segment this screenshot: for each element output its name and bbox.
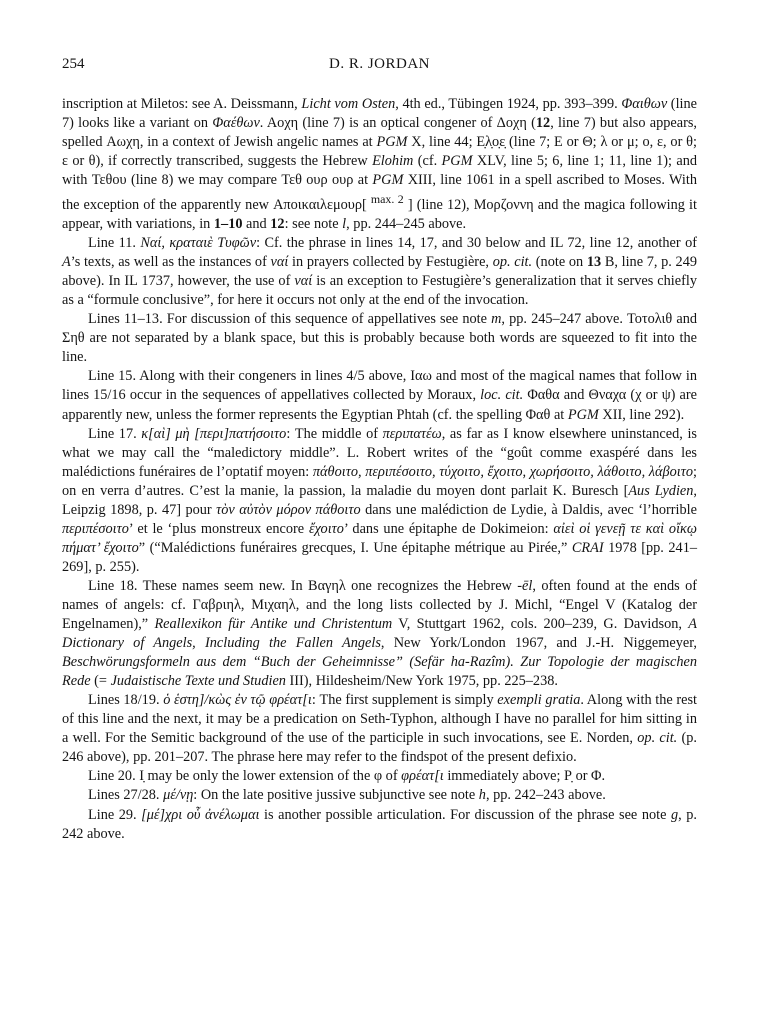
paragraph-continuation: inscription at Miletos: see A. Deissmann, Licht vom Osten, 4th ed., Tübingen 1924, pp. 393–399. Φαιθων (line 7) looks like a variant on Φαέθων. Αοχη (line 7) is an optical congener of Δοχη (12, line 7) but also appears, spelled Αωχη, in a context of Jewish angelic names at PGM X, line 44; Ε̣λ̣ο̣ε̣ (line 7; Ε or Θ; λ or μ; ο, ε, or θ; ε or θ), if correctly transcribed, suggests the Hebrew Elohim (cf. PGM XLV, line 5; 6, line 1; 11, line 1); and with Τεθου (line 8) we may compare Τεθ ουρ ουρ at PGM XIII, line 1061 in a spell ascribed to Moses. With the exception of the apparently new Αποικαιλεμουρ[ $^{max. 2}$ ] (line 12), Μορζοννη and the magica following it appear, with variations, in 1–10 and 12: see note l, pp. 244–245 above.	[62, 96, 698, 233]
body-text	[62, 95, 697, 844]
paragraph-lines-27-28: Lines 27/28. μέ/νῃ: On the late positive jussive subjunctive see note h, pp. 242–243 above.	[88, 787, 606, 804]
paragraph-lines-18-19: Lines 18/19. ὁ ἑστη]/κὼς ἐν τῷ φρέατ[ι: The first supplement is simply exempli gratia. Along with the rest of this line and the next, it may be a predication on Seth-Typhon, although I have no parallel for him sitting in a well. For the Semitic background of the use of the participle in such invocations, see E. Norden, op. cit. (p. 246 above), pp. 201–207. The phrase here may refer to the findspot of the present defixio.	[62, 692, 698, 766]
paragraph-line-11: Line 11. Ναί, κραταιὲ Τυφῶν: Cf. the phrase in lines 14, 17, and 30 below and IL 72, line 12, another of A’s texts, as well as the instances of ναί in prayers collected by Festugière, op. cit. (note on 13 B, line 7, p. 249 above). In IL 1737, however, the use of ναί is an exception to Festugière’s generalization that it serves chiefly as a “formule conclusive”, for here it occurs not only at the end of the invocation.	[62, 235, 698, 309]
page-number: 254	[62, 56, 85, 72]
paragraph-lines-11-13: Lines 11–13. For discussion of this sequence of appellatives see note m, pp. 245–247 above. Τοτολιθ and Σηθ are not separated by a blank space, but this is probably because both words are squeezed to fit into the line.	[62, 311, 697, 366]
paragraph-line-18: Line 18. These names seem new. In Βαγηλ one recognizes the Hebrew -ēl, often found at the ends of names of angels: cf. Γαβριηλ, Μιχαηλ, and the long lists collected by J. Michl, “Engel V (Katalog der Engelnamen),” Reallexikon für Antike und Christentum V, Stuttgart 1962, cols. 200–239, G. Davidson, A Dictionary of Angels, Including the Fallen Angels, New York/London 1967, and J.-H. Niggemeyer, Beschwörungsformeln aus dem “Buch der Geheimnisse” (Sefär ha-Razîm). Zur Topologie der magischen Rede (= Judaistische Texte und Studien III), Hildesheim/New York 1975, pp. 225–238.	[62, 577, 697, 690]
paragraph-line-20: Line 20. Ι̣ may be only the lower extension of the φ of φρέατ[ι immediately above; Ρ̣ or Φ.	[88, 768, 606, 785]
paragraph-line-15: Line 15. Along with their congeners in lines 4/5 above, Ιαω and most of the magical names that follow in lines 15/16 occur in the sequences of appellatives collected by Moraux, loc. cit. Φαθα and Θναχα (χ or ψ) are apparently new, unless the former represents the Egyptian Phtah (cf. the spelling Φαθ at PGM XII, line 292).	[62, 368, 697, 423]
running-head: D. R. JORDAN	[328, 56, 430, 72]
paragraph-line-17: Line 17. κ[αὶ] μὴ [περι]πατήσοιτο: The middle of περιπατέω, as far as I know elsewhere uninstanced, is what we may call the “maledictory middle”. L. Robert writes of the “goût comme exaspéré dans les malédictions funéraires de l’optatif moyen: πάθοιτο, περιπέσοιτο, τύχοιτο, ἔχοιτο, χωρήσοιτο, λάθοιτο, λάβοιτο; on en verra d’autres. C’est la manie, la passion, la maladie du moyen dont parlait K. Buresch [Aus Lydien, Leipzig 1898, p. 47] pour τὸν αὐτὸν μόρον πάθοιτο dans une malédiction de Lydie, à Daldis, avec ‘l’horrible περιπέσοιτο’ et le ‘plus monstreux encore ἔχοιτο’ dans une épitaphe de Dokimeion: αἰεὶ οἱ γενεῇ τε καὶ οἴκῳ πήματ’ ἔχοιτο” (“Malédictions funéraires grecques, I. Une épitaphe métrique au Pirée,” CRAI 1978 [pp. 241–269], p. 255).	[62, 425, 698, 575]
page-header	[62, 56, 697, 78]
paragraph-line-29: Line 29. [μέ]χρι οὗ ἀνέλωμαι is another possible articulation. For discussion of the phrase see note g, p. 242 above.	[62, 806, 697, 842]
